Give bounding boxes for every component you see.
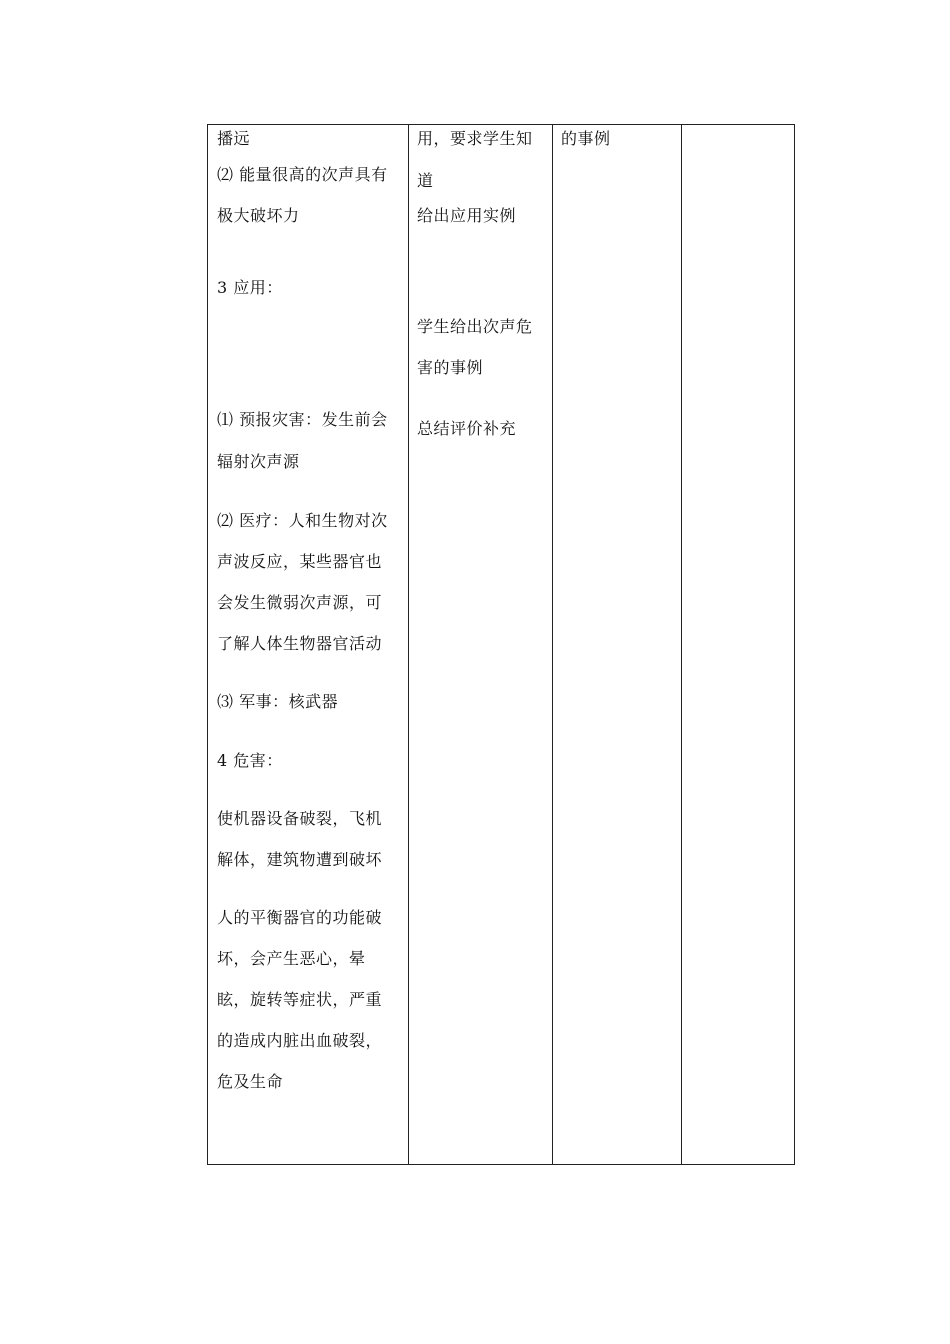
activity-line: 道 (417, 171, 434, 190)
content-line: 使机器设备破裂，飞机 (217, 809, 383, 828)
content-line: 3 应用： (217, 278, 283, 297)
activity-line: 用，要求学生知 (417, 129, 533, 148)
content-line: 人的平衡器官的功能破 (217, 908, 383, 927)
content-line: ⑶ 军事：核武器 (217, 692, 339, 711)
content-line: 声波反应，某些器官也 (217, 552, 383, 571)
content-line: 眩，旋转等症状，严重 (217, 990, 383, 1009)
content-line: 解体，建筑物遭到破坏 (217, 850, 383, 869)
content-line: 辐射次声源 (217, 452, 300, 471)
activity-line: 给出应用实例 (417, 206, 517, 225)
content-line: ⑴ 预报灾害：发生前会 (217, 410, 388, 429)
content-line: 的造成内脏出血破裂， (217, 1031, 383, 1050)
content-line: ⑵ 能量很高的次声具有 (217, 165, 388, 184)
content-line: 了解人体生物器官活动 (217, 634, 383, 653)
content-line: 播远 (217, 129, 251, 148)
content-line: ⑵ 医疗：人和生物对次 (217, 511, 388, 530)
student-activity-line: 的事例 (561, 129, 611, 148)
content-line: 4 危害： (217, 751, 283, 770)
column-divider-3 (681, 125, 682, 1164)
activity-line: 总结评价补充 (417, 419, 517, 438)
activity-line: 害的事例 (417, 358, 484, 377)
content-line: 极大破坏力 (217, 206, 300, 225)
content-line: 危及生命 (217, 1072, 284, 1091)
column-divider-1 (408, 125, 409, 1164)
content-line: 坏，会产生恶心，晕 (217, 949, 366, 968)
content-line: 会发生微弱次声源，可 (217, 593, 383, 612)
activity-line: 学生给出次声危 (417, 317, 533, 336)
column-divider-2 (552, 125, 553, 1164)
lesson-plan-table (207, 124, 795, 1165)
